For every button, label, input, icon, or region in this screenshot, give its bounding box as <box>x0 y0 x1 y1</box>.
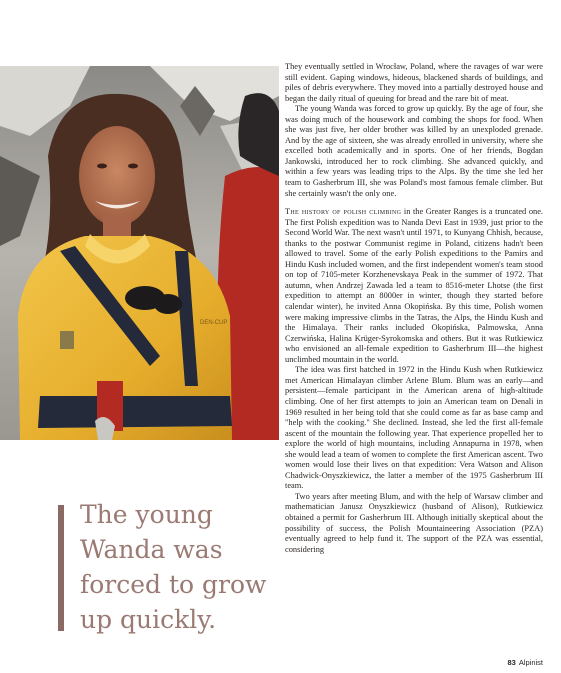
pull-quote: The young Wanda was forced to grow up quickly. <box>80 500 267 634</box>
article-paragraph: The young Wanda was forced to grow up quickly. By the age of four, she was doing much of the housework and combing the shops for food. When she was just five, her older brother was killed by an unexploded grenade. And by the age of sixteen, she was already enrolled in university, where she excelled both academically and in sports. One of her friends, Bogdan Jankowski, introduced her to rock climbing. She advanced quickly, and within a few years was leading trips to the Alps. By the time she led her team to Gasherbrum III, she was Poland's most famous female climber. But she certainly wasn't the only one. <box>285 104 543 198</box>
magazine-name: Alpinist <box>518 658 543 667</box>
pull-quote-bar <box>58 505 64 631</box>
article-paragraph-section-start <box>285 207 543 365</box>
article-column <box>285 62 543 644</box>
article-paragraph: The idea was first hatched in 1972 in the Hindu Kush when Rutkiewicz met American Himalayan climber Arlene Blum. Blum was an early—and persistent—female participant in the American arena of high-altitude climbing. One of her first attempts to join an American team on Denali in 1969 resulted in her being told that she could come as far as base camp and "help with the cooking." She declined. Instead, she led the first all-female ascent of the mountain the following year. That experience propelled her to explore the world of high mountains, including Annapurna in 1978, when she would lead a team of women to complete the first American ascent. Two women would lose their lives on that expedition: Vera Watson and Alison Chadwick-Onyszkiewicz, the latter a member of the 1975 Gasherbrum III team. <box>285 365 543 491</box>
section-body: in the Greater Ranges is a truncated one. The first Polish expedition was to Nanda Devi East in 1939, just prior to the Second World War. The next wasn't until 1971, to Kunyang Chhish, because, thanks to the postwar Communist regime in Poland, citizens hadn't been allowed to travel. Some of the early Polish expeditions to the Pamirs and Hindu Kush included women, and the first independent women's team stood on top of 7105-meter Korzhenevskaya Peak in the summer of 1972. That autumn, when Andrzej Zawada led a team to 8516-meter Lhotse (the first expedition to attempt an 8000er in winter, though they started before calendar winter), he invited Anna Okopińska. By this time, Polish women were making impressive climbs in the Tatras, the Alps, the Hindu Kush and the Himalaya. Their ranks included Okopińska, Palmowska, Anna Czerwińska, Halina Krüger-Syrokomska and others. But it was Rutkiewicz who envisioned an all-female expedition to Gasherbrum III—the highest unclimbed mountain in the world. <box>285 207 543 364</box>
jacket-label: DEN-CUP <box>200 320 228 326</box>
page-footer <box>507 658 543 667</box>
section-lead-in: The history of polish climbing <box>285 207 402 217</box>
portrait-photo <box>0 66 279 440</box>
portrait-illustration <box>0 66 279 440</box>
article-paragraph: They eventually settled in Wrocław, Poland, where the ravages of war were still evident. Gaping windows, hideous, blackened shards of buildings, and piles of debris everywhere. They moved into a partially destroyed house and began the daily ritual of queuing for bread and the rare bit of meat. <box>285 62 543 103</box>
article-paragraph: Two years after meeting Blum, and with the help of Warsaw climber and mathematician Janusz Onyszkiewicz (husband of Alison), Rutkiewicz obtained a permit for Gasherbrum III. Although initially skeptical about the possibility of success, the Polish Mountaineering Association (PZA) eventually agreed to help fund it. The support of the PZA was essential, considering <box>285 491 543 554</box>
page-number: 83 <box>507 658 516 667</box>
